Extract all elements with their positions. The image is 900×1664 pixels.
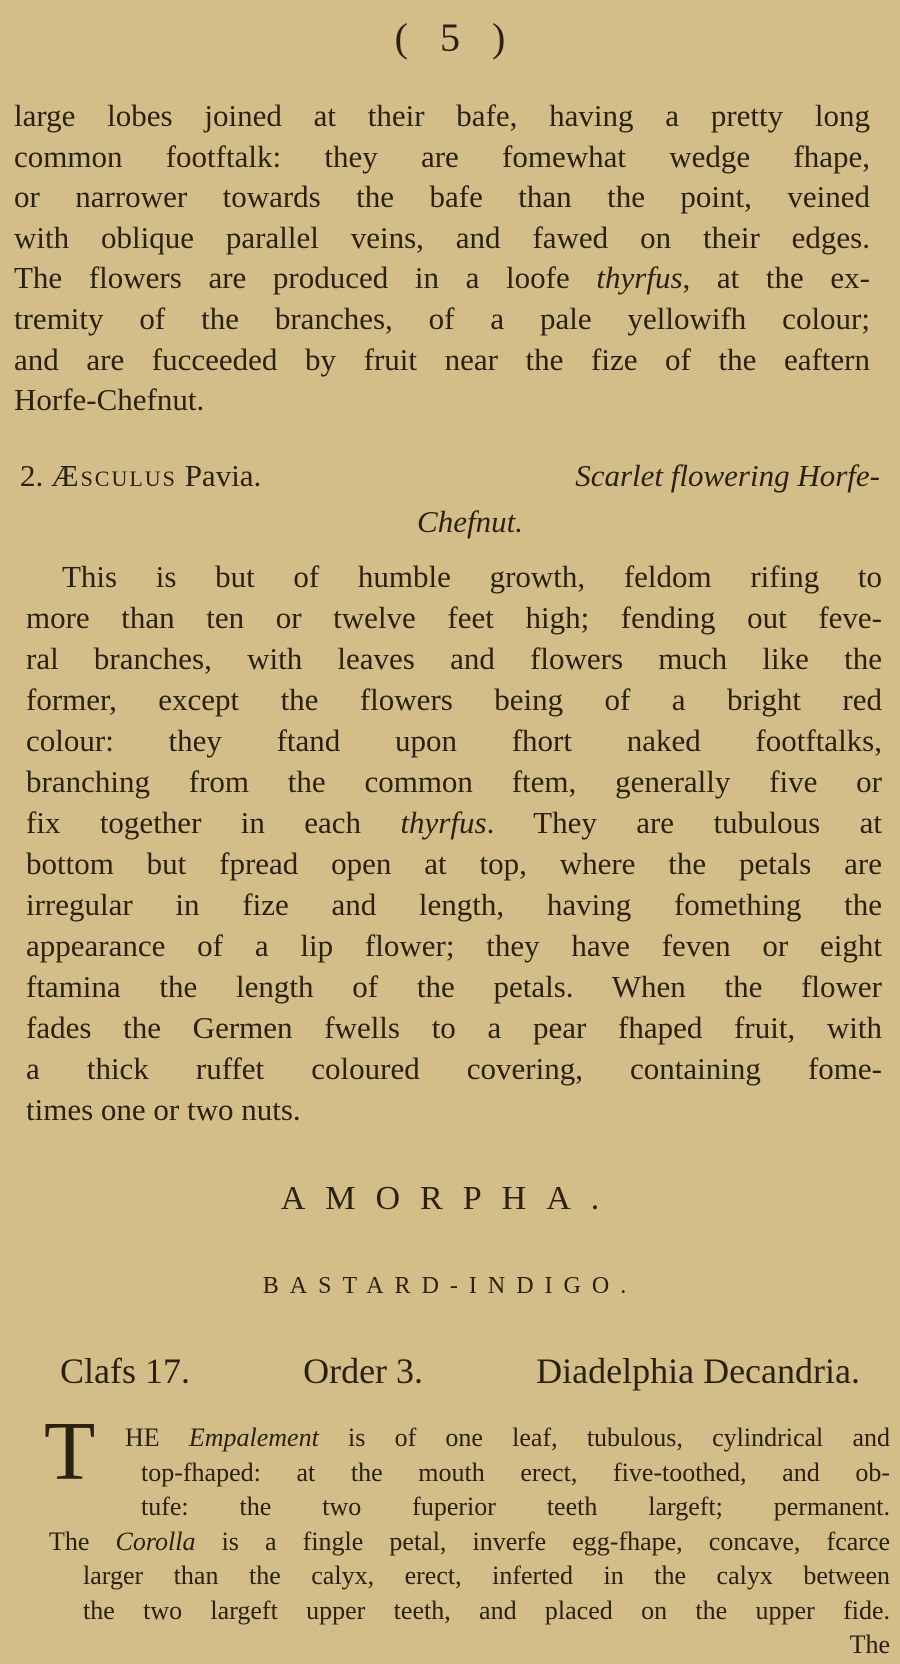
class-label: Clafs 17. [60,1351,190,1391]
text-segment: former, except the flowers being of a bright red [26,682,882,717]
text-segment: branching from the common ftem, generally five or [26,764,882,799]
text-line [14,96,870,137]
text-segment: common footftalk: they are fomewhat wedge fhape, [14,138,870,174]
text-segment: or narrower towards the bafe than the point, veined [14,179,870,215]
text-segment: . They are tubulous at [486,805,882,840]
text-line [14,177,870,218]
page-number: ( 5 ) [394,15,506,60]
text-line [14,258,870,299]
text-segment: ral branches, with leaves and flowers much like the [26,641,882,676]
text-segment: This is but of humble growth, feldom rifing to [62,559,882,594]
order-label: Order 3. [303,1351,424,1391]
text-line [26,925,882,966]
text-segment: HE [125,1423,189,1452]
paragraph-aesculus-pavia [26,556,882,1130]
paragraph-amorpha-description [49,1421,890,1663]
text-line [26,1048,882,1089]
text-segment: bottom but fpread open at top, where the petals are [26,846,882,881]
text-segment: is of one leaf, tubulous, cylindrical and [318,1423,890,1452]
text-segment: times one or two nuts. [26,1092,301,1127]
text-line [14,340,870,381]
text-line [49,1421,890,1456]
text-line [26,597,882,638]
text-segment: tufe: the two fuperior teeth largeft; permanent. [141,1492,890,1521]
text-line [26,679,882,720]
text-line [26,802,882,843]
italic-term: Empalement [188,1423,319,1452]
drop-cap: T [44,1405,96,1498]
classification-name: Diadelphia Decandria. [536,1351,860,1391]
text-line [49,1490,890,1525]
text-segment: with oblique parallel veins, and fawed on their edges. [14,219,870,255]
text-segment: a thick ruffet coloured covering, containing fome- [26,1051,882,1086]
text-line [26,843,882,884]
genus-name: Æsculus [51,458,177,493]
paragraph-horse-chestnut-description [14,96,870,421]
text-segment: appearance of a lip flower; they have feven or eight [26,928,882,963]
common-name-line-2: Chefnut. [417,504,523,539]
text-line [26,720,882,761]
classification-line [60,1350,860,1392]
text-line [26,1007,882,1048]
species-heading [20,453,880,545]
text-segment: The flowers are produced in a loofe [14,260,597,296]
text-line [49,1456,890,1491]
text-segment: ftamina the length of the petals. When the flower [26,969,882,1004]
text-line [49,1525,890,1560]
text-segment: tremity of the branches, of a pale yellowifh colour; [14,300,870,336]
text-segment: The [849,1630,890,1659]
genus-title: AMORPHA. [280,1180,620,1217]
text-line [26,556,882,597]
text-line [26,884,882,925]
common-name-line-1: Scarlet flowering Horfe- [575,458,880,493]
text-line [14,299,870,340]
italic-term: thyrfus [596,260,683,296]
text-segment: Horfe-Chefnut. [14,382,205,418]
text-segment: fades the Germen fwells to a pear fhaped fruit, with [26,1010,882,1045]
italic-term: Corolla [115,1526,196,1556]
text-segment: fix together in each [26,805,401,840]
genus-common-name: BASTARD-INDIGO. [262,1273,638,1299]
text-segment: irregular in fize and length, having fomething the [26,887,882,922]
text-segment: colour: they ftand upon fhort naked footftalks, [26,723,882,758]
species-number: 2. [20,458,44,493]
text-segment: the two largeft upper teeth, and placed on the upper fide. [83,1595,890,1625]
italic-term: thyrfus [400,805,487,840]
text-segment: top-fhaped: at the mouth erect, five-toothed, and ob- [141,1457,890,1487]
text-line [26,966,882,1007]
text-segment: large lobes joined at their bafe, having a pretty long [14,98,870,133]
text-line [49,1594,890,1629]
text-segment: , at the ex- [682,260,871,296]
text-segment: The [49,1526,116,1556]
text-segment: larger than the calyx, erect, inferted in the calyx between [83,1561,890,1590]
text-segment: is a fingle petal, inverfe egg-fhape, concave, fcarce [195,1526,891,1556]
text-line [26,638,882,679]
species-name: Pavia. [184,458,262,493]
text-segment: more than ten or twelve feet high; fending out feve- [26,600,882,635]
text-line [49,1559,890,1594]
text-line [14,380,870,421]
text-line [26,761,882,802]
text-line [26,1089,882,1130]
text-line [14,137,870,178]
text-line [49,1628,890,1663]
text-segment: and are fucceeded by fruit near the fize of the eaftern [14,341,870,377]
text-line [14,218,870,259]
